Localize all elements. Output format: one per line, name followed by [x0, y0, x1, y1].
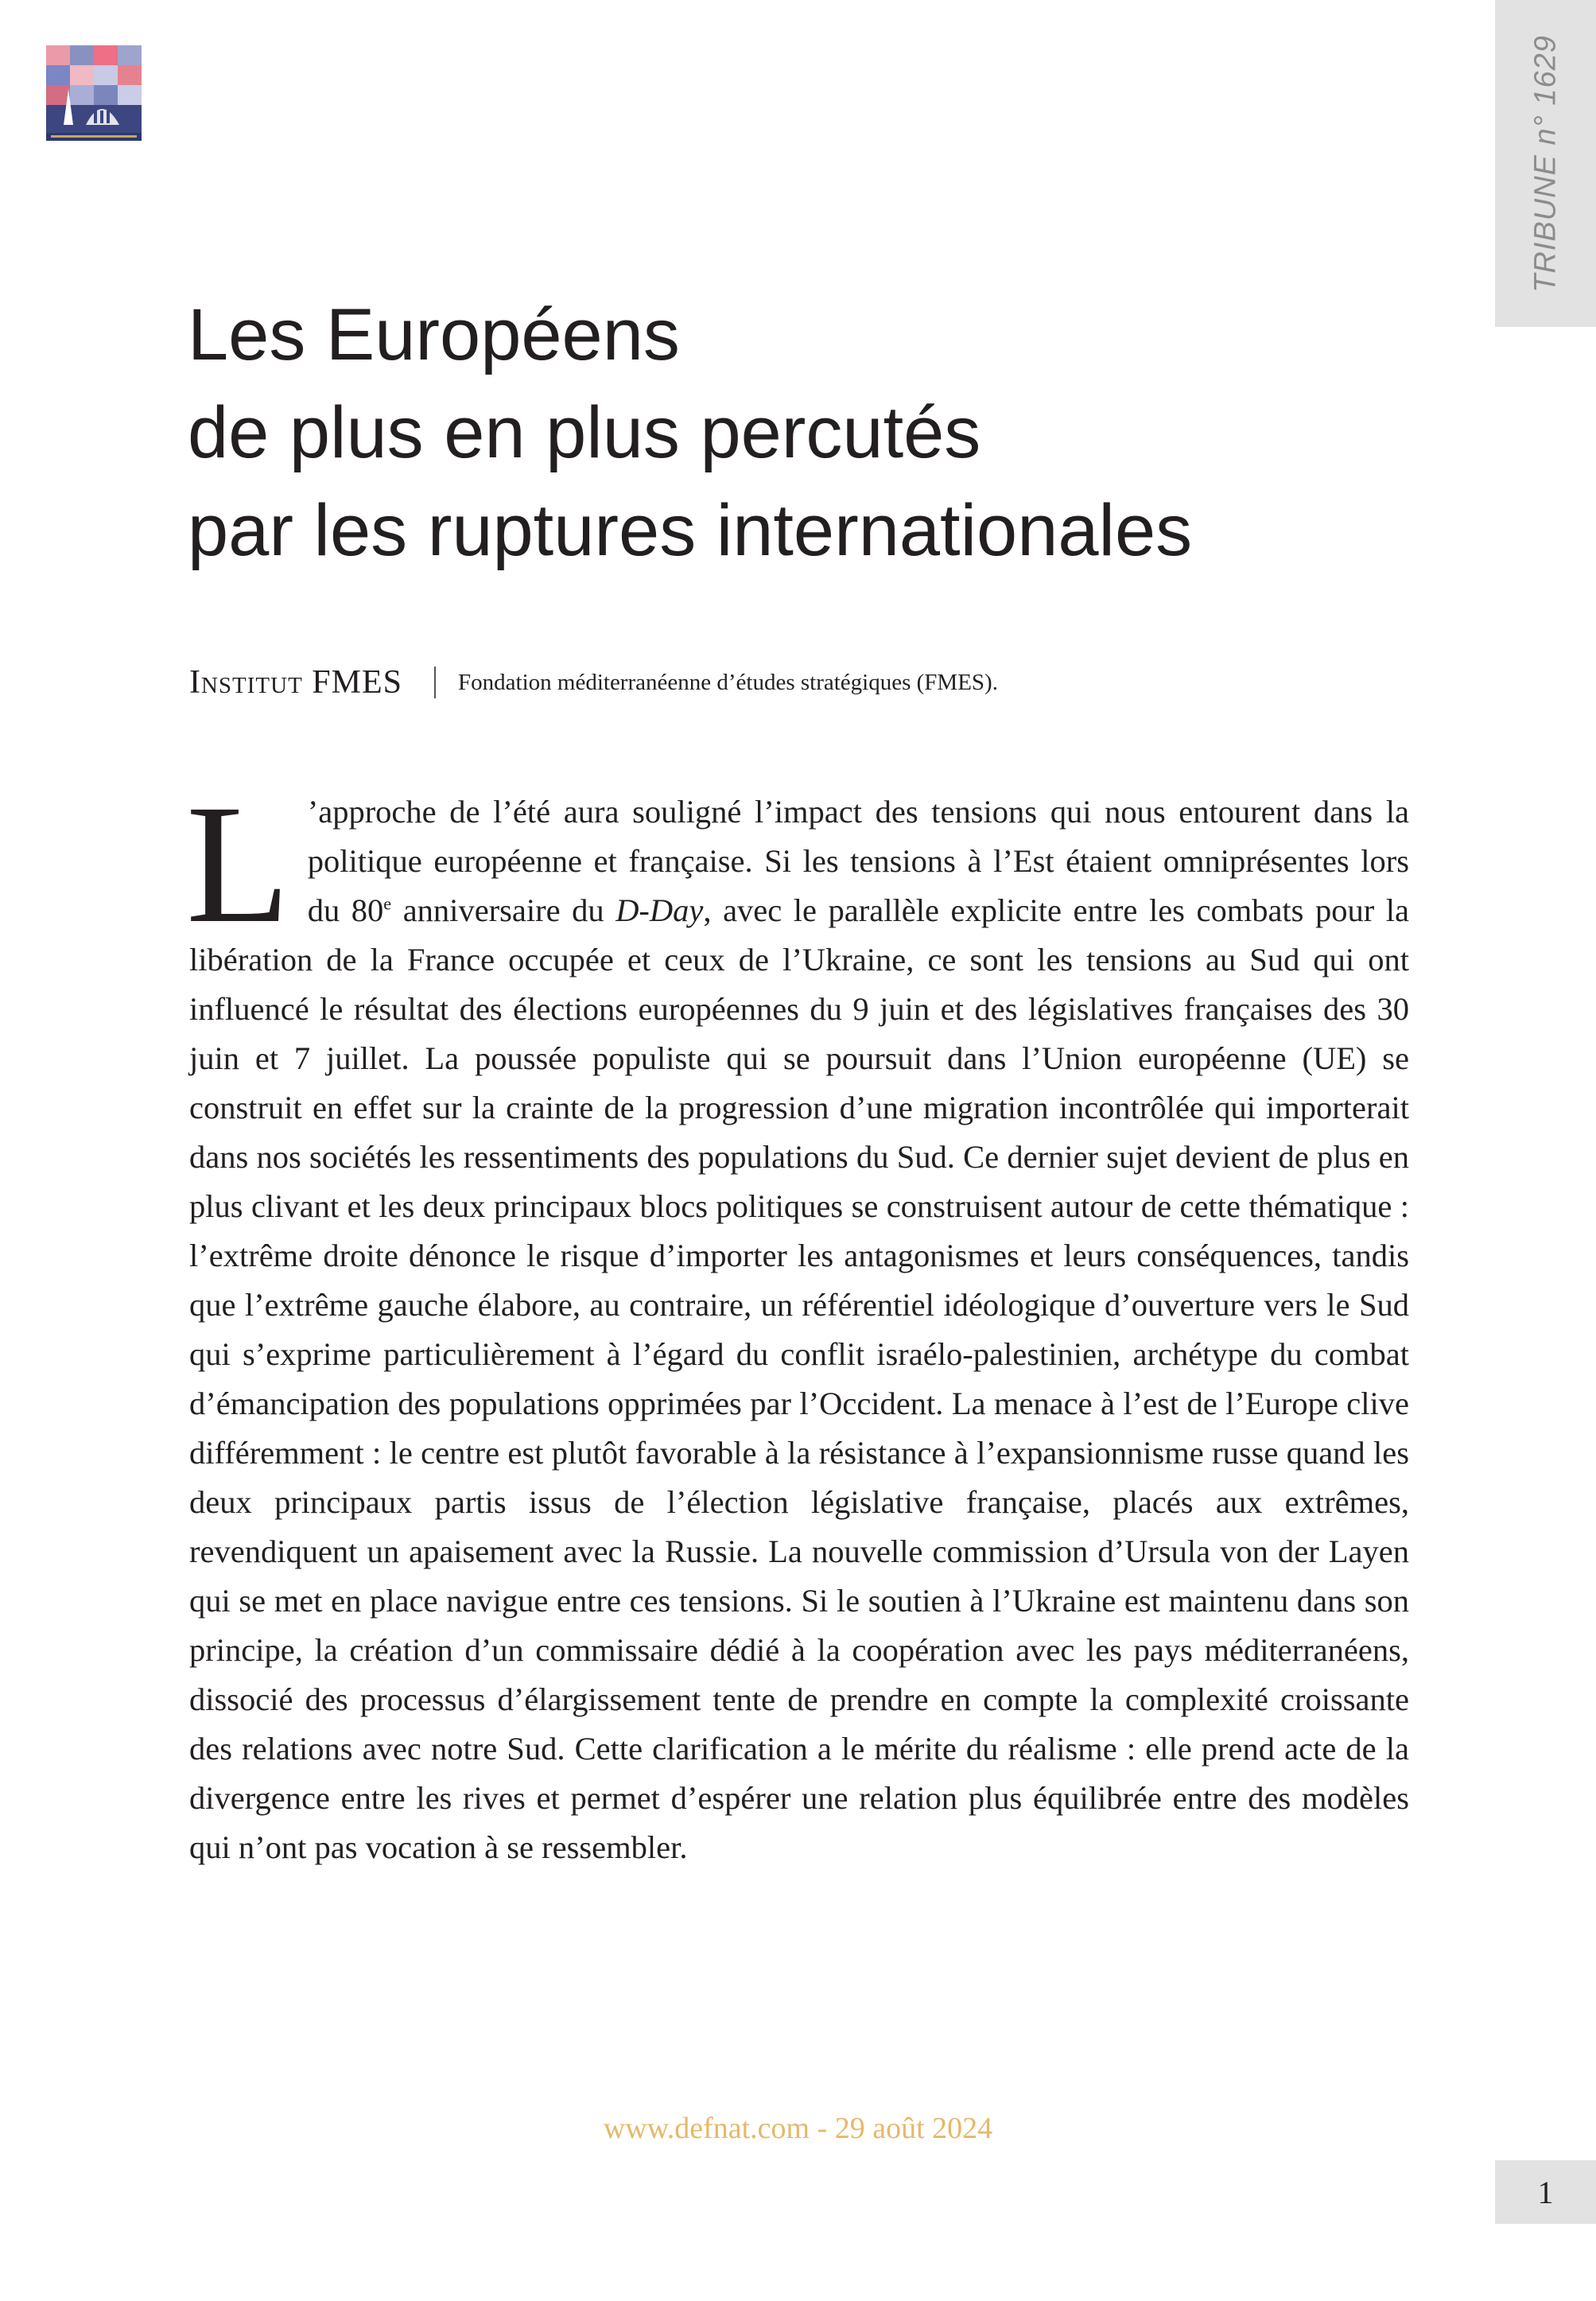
author-name: Institut FMES: [189, 664, 403, 701]
publication-logo-icon: [46, 45, 142, 141]
d-day-italic: D-Day: [615, 892, 704, 928]
body-text-part-1: ’approche de l’été aura souligné l’impact des tensions qui nous entourent dans la politique européenne et française. Si les tensions à l’Est étaient omniprésentes lors du 80: [307, 794, 1409, 928]
page-number: 1: [1495, 2160, 1596, 2224]
ordinal-superscript: e: [383, 893, 392, 914]
article-title: [188, 286, 1380, 580]
series-label: TRIBUNE n° 1629: [1528, 34, 1562, 293]
article-body: [186, 770, 1409, 1872]
author-affiliation: Fondation méditerranéenne d’études stratégiques (FMES).: [458, 669, 998, 695]
series-tab: [1495, 0, 1596, 327]
title-line-3: par les ruptures internationales: [188, 490, 1193, 571]
byline-separator: [434, 667, 436, 698]
body-text-part-2: anniversaire du: [391, 892, 616, 928]
title-line-2: de plus en plus percutés: [188, 392, 981, 473]
footer-website-date: www.defnat.com - 29 août 2024: [603, 2112, 993, 2145]
title-line-1: Les Européens: [188, 294, 680, 375]
byline: [189, 663, 998, 702]
body-text-part-3: , avec le parallèle explicite entre les combats pour la libération de la France occupée et ceux de l’Ukraine, ce sont les tensions au Sud qui ont influencé le résultat des élections européennes du 9 juin et des législatives françaises des 30 juin et 7 juillet. La poussée populiste qui se poursuit dans l’Union européenne (UE) se construit en effet sur la crainte de la progression d’une migration incontrôlée qui importerait dans nos sociétés les ressentiments des populations du Sud. Ce dernier sujet devient de plus en plus clivant et les deux principaux blocs politiques se construisent autour de cette thématique : l’extrême droite dénonce le risque d’importer les antagonismes et leurs conséquences, tandis que l’extrême gauche élabore, au contraire, un référentiel idéologique d’ouverture vers le Sud qui s’exprime particulièrement à l’égard du conflit israélo-palestinien, archétype du combat d’émancipation des populations opprimées par l’Occident. La menace à l’est de l’Europe clive différemment : le centre est plutôt favorable à la résistance à l’expansionnisme russe quand les deux principaux partis issus de l’élection législative française, placés aux extrêmes, revendiquent un apaisement avec la Russie. La nouvelle commission d’Ursula von der Layen qui se met en place navigue entre ces tensions. Si le soutien à l’Ukraine est maintenu dans son principe, la création d’un commissaire dédié à la coopération avec les pays méditerranéens, dissocié des processus d’élargissement tente de prendre en compte la complexité croissante des relations avec notre Sud. Cette clarification a le mérite du réalisme : elle prend acte de la divergence entre les rives et permet d’espérer une relation plus équilibrée entre des modèles qui n’ont pas vocation à se ressembler.: [189, 892, 1409, 1865]
drop-cap: L: [186, 770, 290, 958]
